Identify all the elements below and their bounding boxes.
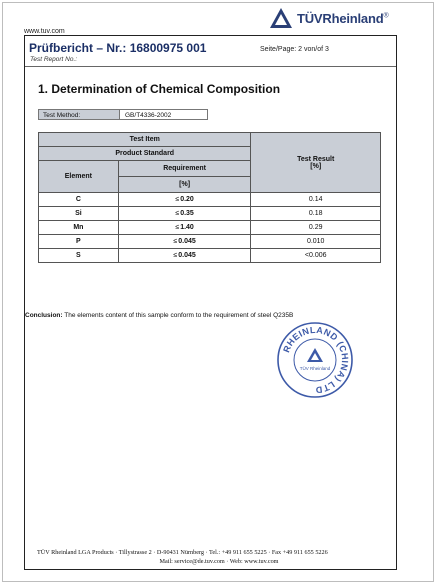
tuv-logo bbox=[269, 6, 388, 30]
brand-name: TÜVRheinland® bbox=[297, 10, 389, 26]
product-standard-header: Product Standard bbox=[39, 147, 251, 161]
result-cell: <0.006 bbox=[251, 249, 381, 263]
element-header: Element bbox=[39, 161, 119, 193]
stamp-ring-text: RHEINLAND (CHINA) LTD bbox=[281, 324, 351, 396]
triangle-logo-icon bbox=[269, 7, 293, 29]
less-equal-symbol: ≤ bbox=[173, 252, 178, 259]
less-equal-symbol: ≤ bbox=[175, 196, 180, 203]
requirement-cell: ≤1.40 bbox=[118, 221, 251, 235]
table-row bbox=[39, 221, 381, 235]
requirement-header: Requirement bbox=[118, 161, 251, 177]
conclusion-label: Conclusion: bbox=[25, 312, 63, 319]
report-header bbox=[25, 36, 396, 66]
footer-contact: Mail: service@de.tuv.com · Web: www.tuv.com bbox=[159, 558, 279, 565]
requirement-cell: ≤0.20 bbox=[118, 193, 251, 207]
test-method-value: GB/T4336-2002 bbox=[120, 109, 208, 120]
report-frame bbox=[24, 35, 397, 570]
test-method-label: Test Method: bbox=[38, 109, 120, 120]
requirement-unit-header: [%] bbox=[118, 177, 251, 193]
result-cell: 0.14 bbox=[251, 193, 381, 207]
element-cell: S bbox=[39, 249, 119, 263]
result-cell: 0.010 bbox=[251, 235, 381, 249]
table-row bbox=[39, 207, 381, 221]
result-cell: 0.18 bbox=[251, 207, 381, 221]
less-equal-symbol: ≤ bbox=[173, 238, 178, 245]
company-seal-stamp bbox=[276, 321, 354, 399]
less-equal-symbol: ≤ bbox=[175, 210, 180, 217]
page-number: Seite/Page: 2 von/of 3 bbox=[260, 46, 329, 53]
table-row bbox=[39, 193, 381, 207]
test-result-header bbox=[251, 133, 381, 193]
test-item-header: Test Item bbox=[39, 133, 251, 147]
conclusion-text: The elements content of this sample conform to the requirement of steel Q235B bbox=[62, 312, 294, 319]
element-cell: Mn bbox=[39, 221, 119, 235]
section-title: 1. Determination of Chemical Composition bbox=[38, 82, 281, 96]
element-cell: C bbox=[39, 193, 119, 207]
test-method-row bbox=[38, 109, 208, 120]
footer-address: TÜV Rheinland LGA Products · Tillystrasse 2 · D-90431 Nürnberg · Tel.: +49 911 655 5225 · Fax +49 911 655 5226 bbox=[37, 549, 328, 556]
requirement-cell: ≤0.045 bbox=[118, 235, 251, 249]
element-cell: Si bbox=[39, 207, 119, 221]
test-result-label: Test Result bbox=[297, 155, 335, 163]
report-title: Prüfbericht – Nr.: 16800975 001 bbox=[29, 41, 207, 55]
element-cell: P bbox=[39, 235, 119, 249]
report-subtitle: Test Report No.: bbox=[30, 56, 78, 63]
conclusion bbox=[25, 312, 293, 319]
result-cell: 0.29 bbox=[251, 221, 381, 235]
less-equal-symbol: ≤ bbox=[175, 224, 180, 231]
stamp-center-text: TÜV Rheinland bbox=[299, 366, 331, 371]
website-url: www.tuv.com bbox=[24, 28, 65, 35]
test-result-unit: [%] bbox=[310, 162, 322, 170]
table-row bbox=[39, 235, 381, 249]
requirement-cell: ≤0.045 bbox=[118, 249, 251, 263]
table-row bbox=[39, 249, 381, 263]
header-divider bbox=[25, 66, 396, 67]
requirement-cell: ≤0.35 bbox=[118, 207, 251, 221]
results-table bbox=[38, 132, 381, 263]
